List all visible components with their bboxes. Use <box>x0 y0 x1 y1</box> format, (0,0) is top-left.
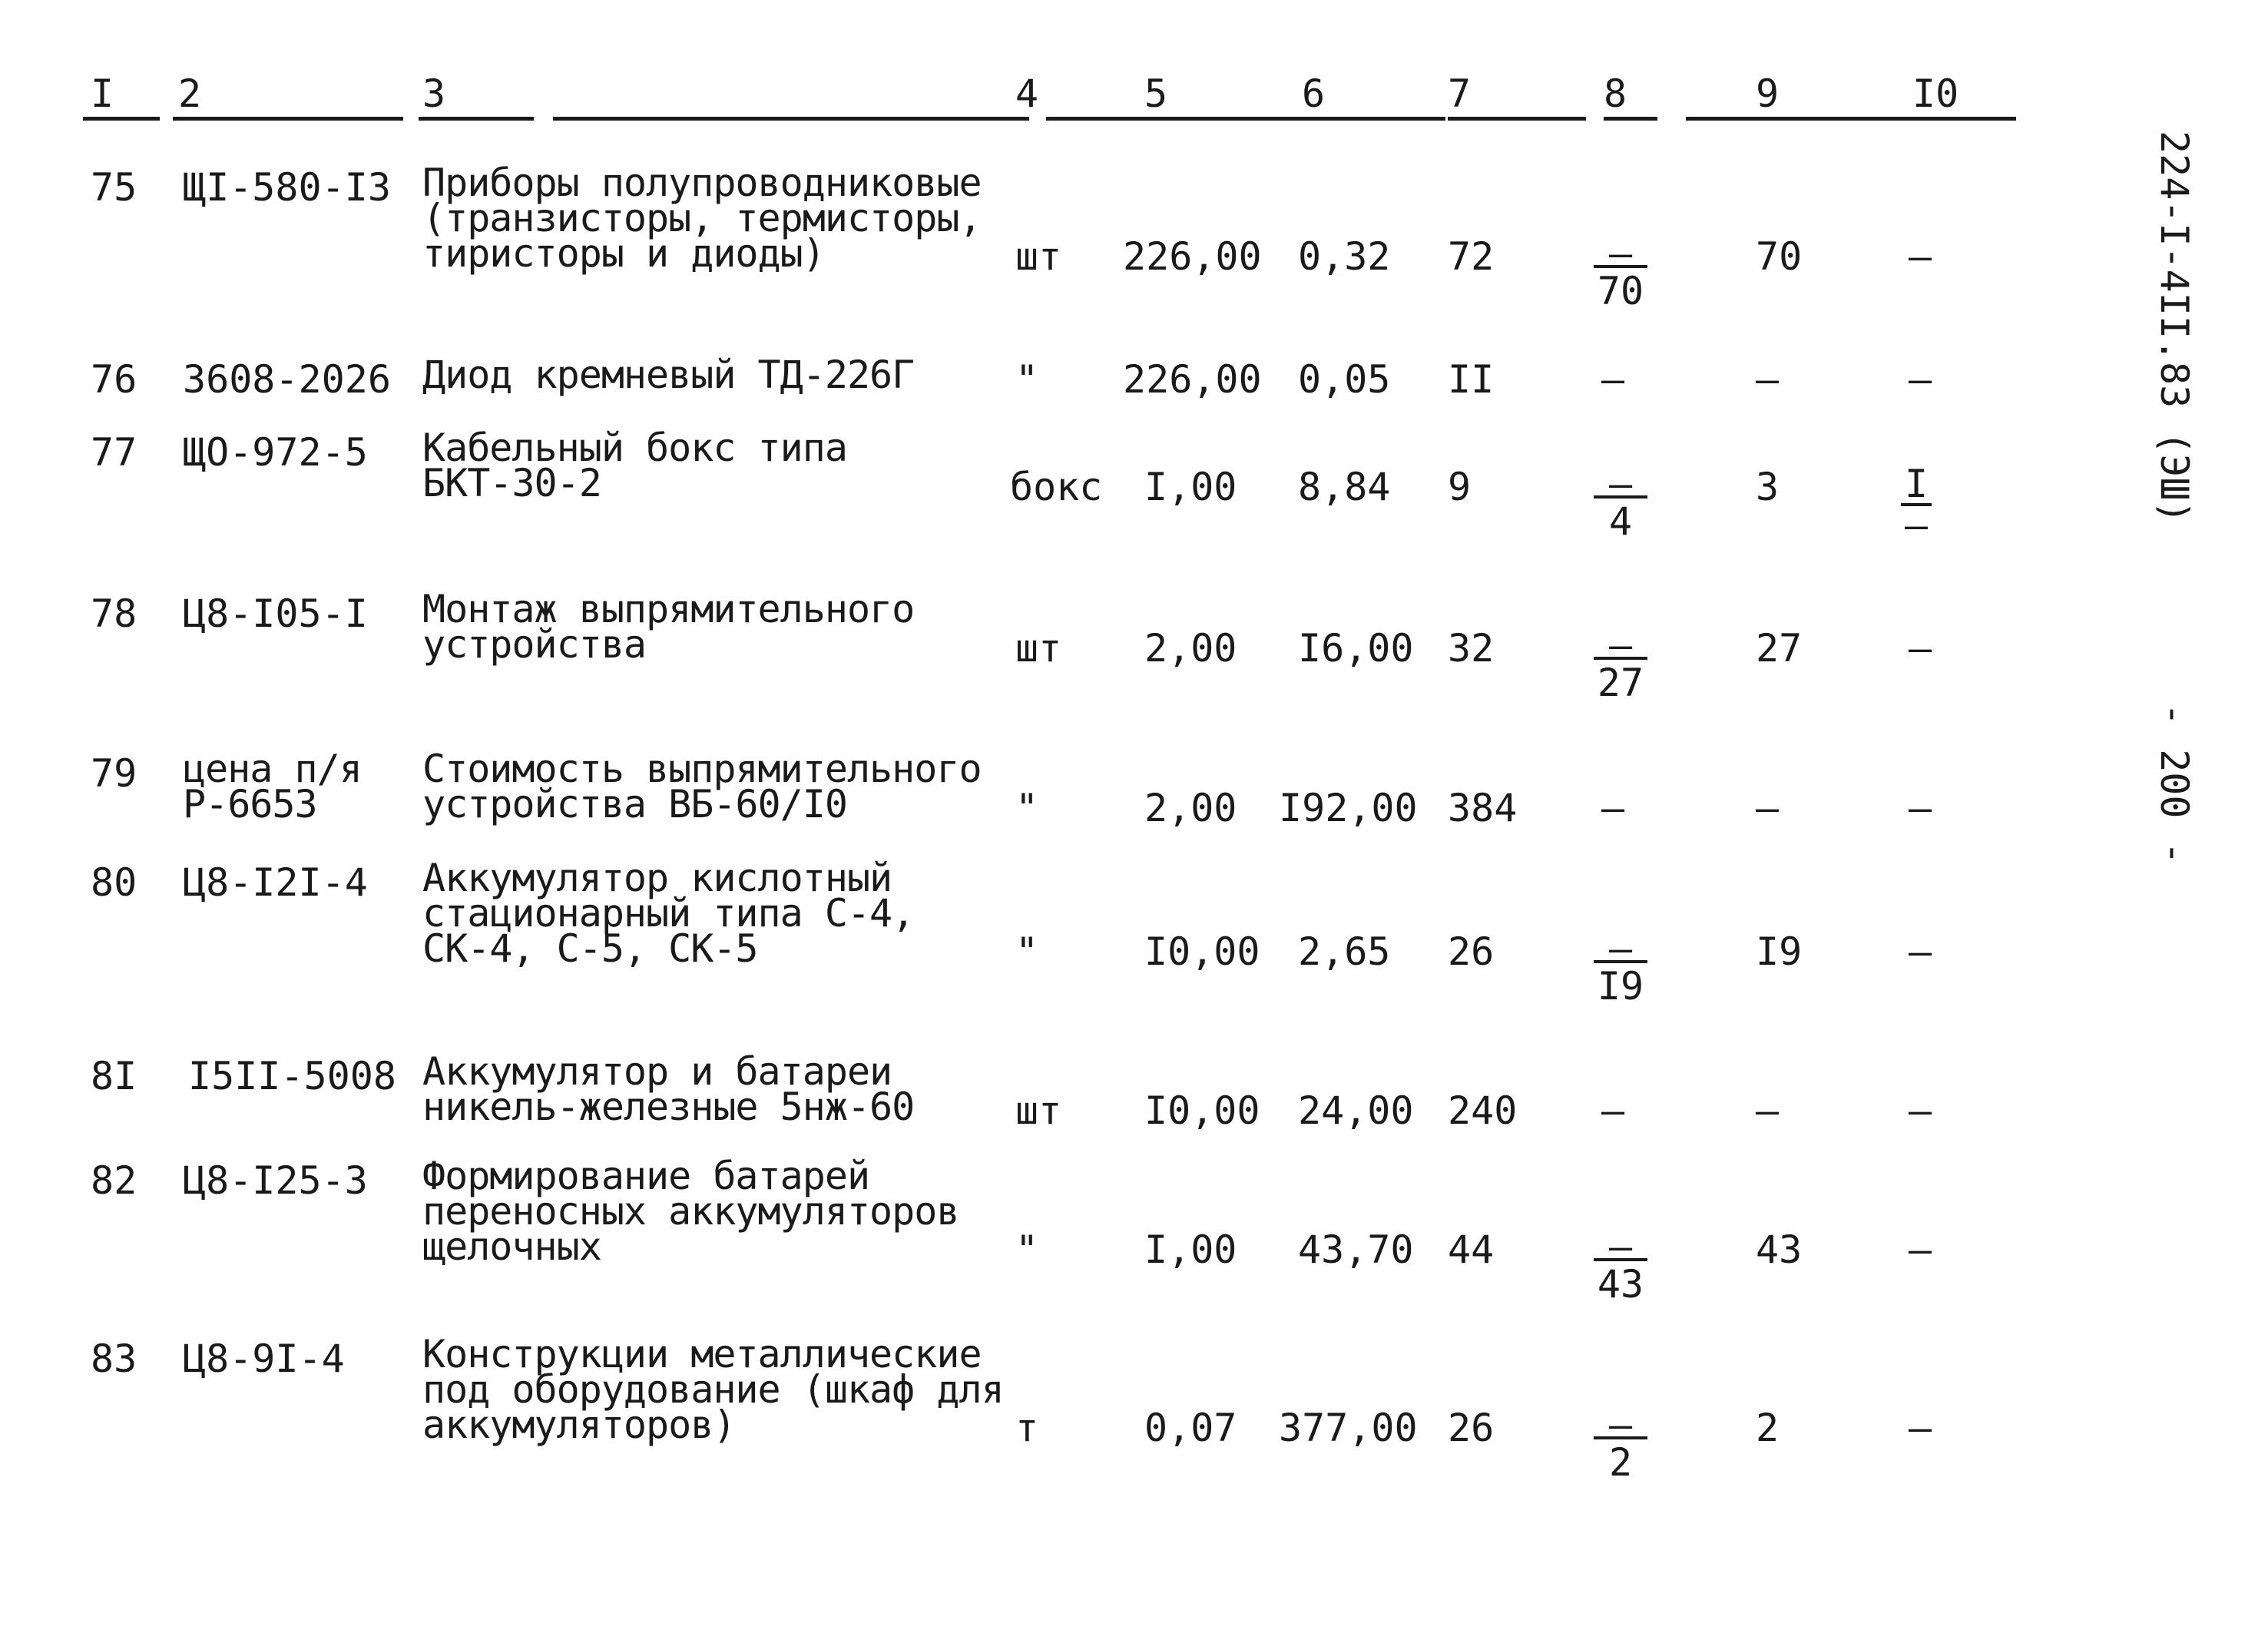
fraction-numerator: – <box>1594 1235 1647 1261</box>
header-rule <box>1046 117 1445 121</box>
row-description: Кабельный бокс типа БКТ-30-2 <box>422 426 847 505</box>
row-col10: – <box>1909 1088 1932 1133</box>
row-total: 9 <box>1448 465 1472 509</box>
row-total: II <box>1448 357 1495 402</box>
row-quantity: 0,07 <box>1144 1406 1237 1450</box>
row-col10: – <box>1909 234 1932 279</box>
header-col-5: 5 <box>1144 71 1168 116</box>
row-unit: шт <box>1015 1088 1062 1133</box>
fraction-denominator: I9 <box>1597 964 1644 1009</box>
fraction-numerator: – <box>1594 937 1647 963</box>
row-number: 80 <box>91 860 137 905</box>
row-price: I6,00 <box>1298 626 1414 671</box>
header-col-4: 4 <box>1015 71 1039 116</box>
row-col8-fraction <box>1594 926 1647 1009</box>
row-col8-fraction <box>1594 1224 1647 1307</box>
row-price: 2,65 <box>1298 929 1391 974</box>
row-col9: 3 <box>1756 465 1780 509</box>
header-col-10: I0 <box>1912 71 1959 116</box>
row-code: ЩО-972-5 <box>183 430 368 475</box>
row-unit: шт <box>1015 626 1062 671</box>
row-col10: – <box>1909 1406 1932 1450</box>
fraction-denominator: 27 <box>1597 661 1644 705</box>
row-col9: I9 <box>1756 929 1803 974</box>
row-col9: – <box>1756 786 1780 830</box>
row-description: Диод кремневый ТД-226Г <box>422 353 915 397</box>
header-col-1: I <box>91 71 114 116</box>
row-col8: – <box>1601 1088 1625 1133</box>
fraction-denominator: 2 <box>1608 1440 1633 1485</box>
row-col8-fraction <box>1594 231 1647 314</box>
row-total: 240 <box>1448 1088 1518 1133</box>
row-unit: т <box>1015 1406 1039 1450</box>
row-total: 384 <box>1448 786 1518 830</box>
fraction-numerator: – <box>1594 634 1647 660</box>
row-quantity: 2,00 <box>1144 626 1237 671</box>
row-total: 32 <box>1448 626 1495 671</box>
row-quantity: I,00 <box>1144 465 1237 509</box>
fraction-denominator: 43 <box>1597 1262 1644 1307</box>
fraction-numerator: – <box>1594 242 1647 268</box>
row-code: Ц8-I25-3 <box>183 1158 368 1203</box>
row-col8-fraction <box>1594 462 1647 545</box>
row-number: 82 <box>91 1158 137 1203</box>
row-unit: " <box>1015 786 1039 830</box>
header-rule <box>1686 117 2016 121</box>
page-number: - 200 - <box>2152 703 2197 865</box>
row-description: Монтаж выпрямительного устройства <box>422 587 915 667</box>
row-price: 0,05 <box>1298 357 1391 402</box>
header-col-8: 8 <box>1604 71 1627 116</box>
header-col-6: 6 <box>1302 71 1326 116</box>
row-unit: " <box>1015 357 1039 402</box>
header-rule <box>173 117 403 121</box>
header-rule <box>419 117 534 121</box>
fraction-denominator: – <box>1904 503 1929 548</box>
row-col10: – <box>1909 786 1932 830</box>
row-col8-fraction <box>1594 1403 1647 1486</box>
row-price: 24,00 <box>1298 1088 1414 1133</box>
row-code: ЩI-580-I3 <box>183 165 391 210</box>
row-description: Аккумулятор и батареи никель-железные 5нж-60 <box>422 1049 915 1129</box>
header-rule <box>1448 117 1586 121</box>
row-price: I92,00 <box>1279 786 1418 830</box>
row-col9: 43 <box>1756 1227 1803 1272</box>
row-code: Ц8-I2I-4 <box>183 860 368 905</box>
header-rule <box>553 117 1029 121</box>
row-code: Ц8-I05-I <box>183 591 368 636</box>
row-unit: " <box>1015 1227 1039 1272</box>
row-col10: – <box>1909 626 1932 671</box>
row-col9: 70 <box>1756 234 1803 279</box>
fraction-numerator: – <box>1594 472 1647 499</box>
row-col8: – <box>1601 786 1625 830</box>
row-quantity: I0,00 <box>1144 1088 1260 1133</box>
row-col9: – <box>1756 357 1780 402</box>
header-col-3: 3 <box>422 71 446 116</box>
header-rule <box>1604 117 1657 121</box>
row-description: Формирование батарей переносных аккумуляторов щелочных <box>422 1154 959 1269</box>
row-number: 77 <box>91 430 137 475</box>
header-col-7: 7 <box>1448 71 1472 116</box>
row-col9: – <box>1756 1088 1780 1133</box>
row-total: 44 <box>1448 1227 1495 1272</box>
row-number: 78 <box>91 591 137 636</box>
row-description: Конструкции металлические под оборудование (шкаф для аккумуляторов) <box>422 1332 1004 1447</box>
fraction-denominator: 70 <box>1597 269 1644 313</box>
row-description: Аккумулятор кислотный стационарный типа С-4, СК-4, С-5, СК-5 <box>422 856 915 971</box>
row-unit: шт <box>1015 234 1062 279</box>
row-price: 8,84 <box>1298 465 1391 509</box>
row-unit: бокс <box>1010 465 1103 509</box>
row-col8: – <box>1601 357 1625 402</box>
row-col8-fraction <box>1594 623 1647 706</box>
row-col10: – <box>1909 1227 1932 1272</box>
row-quantity: I,00 <box>1144 1227 1237 1272</box>
row-code: цена п/я Р-6653 <box>183 747 362 826</box>
row-quantity: 2,00 <box>1144 786 1237 830</box>
row-number: 83 <box>91 1337 137 1381</box>
row-code: Ц8-9I-4 <box>183 1337 345 1381</box>
row-number: 76 <box>91 357 137 402</box>
header-col-9: 9 <box>1756 71 1780 116</box>
fraction-numerator: – <box>1594 1413 1647 1439</box>
row-price: 377,00 <box>1279 1406 1418 1450</box>
header-col-2: 2 <box>178 71 202 116</box>
row-total: 26 <box>1448 929 1495 974</box>
row-total: 26 <box>1448 1406 1495 1450</box>
row-code: I5II-5008 <box>188 1054 396 1098</box>
document-code-label: 224-I-4II.83 (ЭШ) <box>2152 131 2197 524</box>
fraction-denominator: 4 <box>1608 499 1633 544</box>
row-col10-fraction <box>1901 462 1932 548</box>
fraction-numerator: I <box>1901 465 1932 506</box>
row-price: 43,70 <box>1298 1227 1414 1272</box>
row-col9: 2 <box>1756 1406 1780 1450</box>
row-total: 72 <box>1448 234 1495 279</box>
header-rule <box>83 117 160 121</box>
row-number: 8I <box>91 1054 137 1098</box>
row-description: Стоимость выпрямительного устройства ВБ-60/I0 <box>422 747 982 826</box>
row-col10: – <box>1909 357 1932 402</box>
row-number: 79 <box>91 751 137 796</box>
row-col10: – <box>1909 929 1932 974</box>
row-unit: " <box>1015 929 1039 974</box>
row-price: 0,32 <box>1298 234 1391 279</box>
row-col9: 27 <box>1756 626 1803 671</box>
row-description: Приборы полупроводниковые (транзисторы, термисторы, тиристоры и диоды) <box>422 161 982 276</box>
row-quantity: I0,00 <box>1144 929 1260 974</box>
row-code: 3608-2026 <box>183 357 391 402</box>
row-number: 75 <box>91 165 137 210</box>
row-quantity: 226,00 <box>1123 234 1262 279</box>
row-quantity: 226,00 <box>1123 357 1262 402</box>
